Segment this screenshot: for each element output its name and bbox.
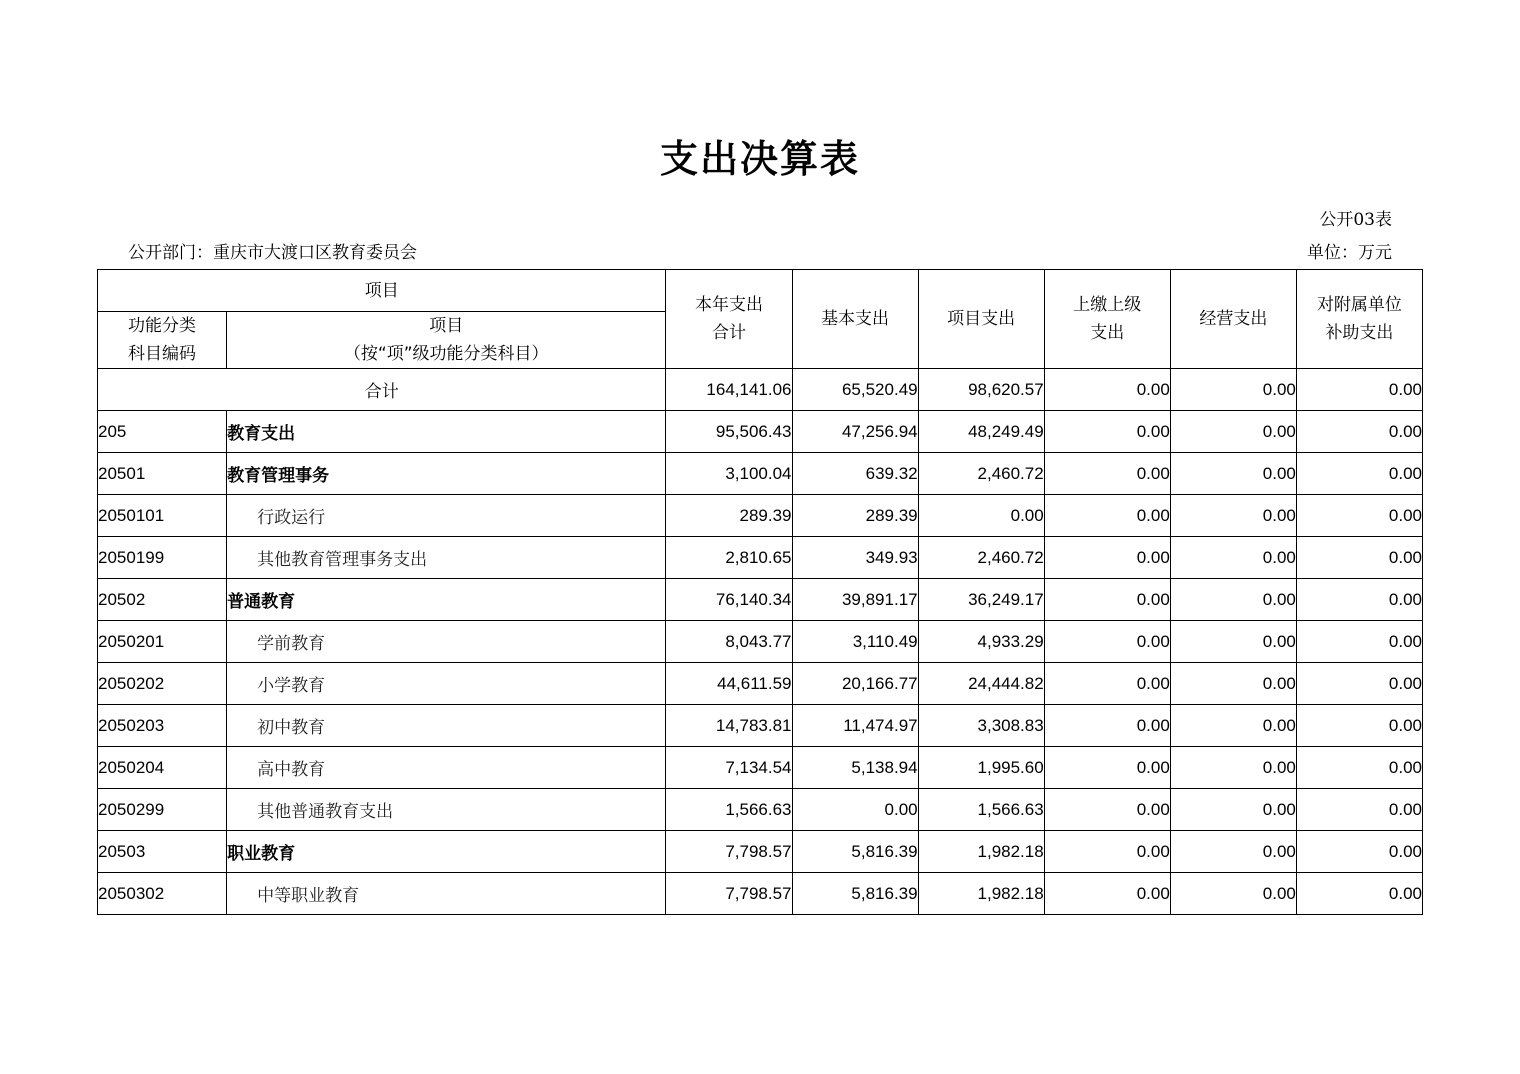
table-number: 公开03表	[1319, 210, 1392, 230]
row-value: 0.00	[1044, 579, 1170, 621]
row-value: 0.00	[1170, 537, 1296, 579]
row-value: 289.39	[792, 495, 918, 537]
row-code: 20503	[98, 831, 227, 873]
header-upper-line2: 支出	[1090, 323, 1125, 343]
row-value: 0.00	[1170, 411, 1296, 453]
row-value: 0.00	[1296, 537, 1422, 579]
row-name: 小学教育	[227, 663, 666, 705]
header-name-line1: 项目	[429, 316, 464, 336]
row-value: 20,166.77	[792, 663, 918, 705]
table-row	[98, 873, 1423, 915]
row-value: 0.00	[1296, 663, 1422, 705]
header-total-line1: 本年支出	[694, 295, 763, 315]
row-value: 3,308.83	[918, 705, 1044, 747]
row-name: 中等职业教育	[227, 873, 666, 915]
row-value: 349.93	[792, 537, 918, 579]
header-name	[227, 312, 666, 369]
row-value: 0.00	[1044, 453, 1170, 495]
row-value: 0.00	[1044, 663, 1170, 705]
row-code: 2050299	[98, 789, 227, 831]
row-code: 2050204	[98, 747, 227, 789]
row-value: 0.00	[1170, 873, 1296, 915]
row-value: 7,798.57	[666, 873, 792, 915]
row-value: 24,444.82	[918, 663, 1044, 705]
total-cell: 98,620.57	[918, 369, 1044, 411]
row-value: 0.00	[1296, 831, 1422, 873]
row-value: 0.00	[1044, 873, 1170, 915]
total-cell: 0.00	[1044, 369, 1170, 411]
total-row	[98, 369, 1423, 411]
table-row	[98, 453, 1423, 495]
row-value: 0.00	[1296, 579, 1422, 621]
row-value: 0.00	[1044, 789, 1170, 831]
table-row	[98, 579, 1423, 621]
row-value: 0.00	[1296, 453, 1422, 495]
header-total-line2: 合计	[711, 323, 746, 343]
row-value: 0.00	[1044, 411, 1170, 453]
row-value: 1,982.18	[918, 873, 1044, 915]
total-cell: 164,141.06	[666, 369, 792, 411]
header-item-group: 项目	[98, 270, 666, 312]
row-value: 639.32	[792, 453, 918, 495]
row-value: 5,816.39	[792, 831, 918, 873]
row-value: 0.00	[1296, 747, 1422, 789]
row-value: 8,043.77	[666, 621, 792, 663]
row-value: 4,933.29	[918, 621, 1044, 663]
row-value: 0.00	[1044, 747, 1170, 789]
row-value: 39,891.17	[792, 579, 918, 621]
total-cell: 65,520.49	[792, 369, 918, 411]
row-value: 0.00	[1296, 495, 1422, 537]
header-code-line2: 科目编码	[128, 344, 197, 364]
row-value: 0.00	[1044, 831, 1170, 873]
row-value: 0.00	[1044, 495, 1170, 537]
row-value: 0.00	[1170, 831, 1296, 873]
row-value: 14,783.81	[666, 705, 792, 747]
row-name: 普通教育	[227, 579, 666, 621]
expenditure-table	[97, 269, 1423, 915]
department-label: 公开部门：重庆市大渡口区教育委员会	[128, 243, 417, 263]
header-upper	[1044, 270, 1170, 369]
row-name: 职业教育	[227, 831, 666, 873]
total-label: 合计	[98, 369, 666, 411]
row-code: 20501	[98, 453, 227, 495]
row-value: 1,995.60	[918, 747, 1044, 789]
row-code: 2050201	[98, 621, 227, 663]
row-value: 1,982.18	[918, 831, 1044, 873]
row-value: 0.00	[1296, 411, 1422, 453]
row-value: 0.00	[1296, 621, 1422, 663]
row-value: 2,460.72	[918, 537, 1044, 579]
row-value: 47,256.94	[792, 411, 918, 453]
row-value: 0.00	[792, 789, 918, 831]
row-code: 2050101	[98, 495, 227, 537]
row-code: 2050199	[98, 537, 227, 579]
row-value: 5,138.94	[792, 747, 918, 789]
table-row	[98, 831, 1423, 873]
table-row	[98, 495, 1423, 537]
header-code-line1: 功能分类	[128, 316, 197, 336]
header-subsidy-line2: 补助支出	[1325, 323, 1394, 343]
row-value: 76,140.34	[666, 579, 792, 621]
row-name: 高中教育	[227, 747, 666, 789]
header-business: 经营支出	[1170, 270, 1296, 369]
total-cell: 0.00	[1170, 369, 1296, 411]
header-project: 项目支出	[918, 270, 1044, 369]
row-name: 行政运行	[227, 495, 666, 537]
row-value: 0.00	[1044, 621, 1170, 663]
row-name: 其他教育管理事务支出	[227, 537, 666, 579]
table-row	[98, 621, 1423, 663]
table-row	[98, 663, 1423, 705]
row-value: 0.00	[1170, 453, 1296, 495]
row-value: 11,474.97	[792, 705, 918, 747]
row-value: 0.00	[1170, 621, 1296, 663]
header-code	[98, 312, 227, 369]
row-value: 2,810.65	[666, 537, 792, 579]
row-name: 其他普通教育支出	[227, 789, 666, 831]
row-value: 0.00	[1170, 747, 1296, 789]
row-value: 0.00	[1296, 789, 1422, 831]
table-row	[98, 747, 1423, 789]
row-value: 5,816.39	[792, 873, 918, 915]
header-subsidy-line1: 对附属单位	[1316, 295, 1402, 315]
row-value: 1,566.63	[918, 789, 1044, 831]
unit-label: 单位：万元	[1307, 243, 1392, 263]
row-value: 0.00	[1044, 705, 1170, 747]
row-value: 0.00	[1170, 579, 1296, 621]
table-row	[98, 411, 1423, 453]
row-value: 0.00	[1170, 705, 1296, 747]
row-value: 0.00	[1296, 705, 1422, 747]
row-value: 0.00	[918, 495, 1044, 537]
row-code: 2050202	[98, 663, 227, 705]
page-title: 支出决算表	[659, 137, 860, 181]
header-upper-line1: 上缴上级	[1073, 295, 1142, 315]
row-value: 7,134.54	[666, 747, 792, 789]
row-value: 95,506.43	[666, 411, 792, 453]
row-name: 教育支出	[227, 411, 666, 453]
row-value: 3,100.04	[666, 453, 792, 495]
row-code: 205	[98, 411, 227, 453]
header-basic: 基本支出	[792, 270, 918, 369]
row-value: 0.00	[1296, 873, 1422, 915]
row-value: 289.39	[666, 495, 792, 537]
table-row	[98, 705, 1423, 747]
row-code: 2050203	[98, 705, 227, 747]
row-value: 0.00	[1170, 663, 1296, 705]
row-code: 2050302	[98, 873, 227, 915]
row-value: 36,249.17	[918, 579, 1044, 621]
table-row	[98, 537, 1423, 579]
row-value: 1,566.63	[666, 789, 792, 831]
row-name: 初中教育	[227, 705, 666, 747]
header-name-line2: （按“项”级功能分类科目）	[343, 344, 549, 364]
row-value: 3,110.49	[792, 621, 918, 663]
total-cell: 0.00	[1296, 369, 1422, 411]
row-value: 0.00	[1044, 537, 1170, 579]
row-name: 教育管理事务	[227, 453, 666, 495]
row-name: 学前教育	[227, 621, 666, 663]
row-value: 44,611.59	[666, 663, 792, 705]
row-value: 7,798.57	[666, 831, 792, 873]
header-subsidy	[1296, 270, 1422, 369]
row-value: 0.00	[1170, 495, 1296, 537]
row-code: 20502	[98, 579, 227, 621]
table-row	[98, 789, 1423, 831]
row-value: 48,249.49	[918, 411, 1044, 453]
row-value: 0.00	[1170, 789, 1296, 831]
header-total	[666, 270, 792, 369]
row-value: 2,460.72	[918, 453, 1044, 495]
